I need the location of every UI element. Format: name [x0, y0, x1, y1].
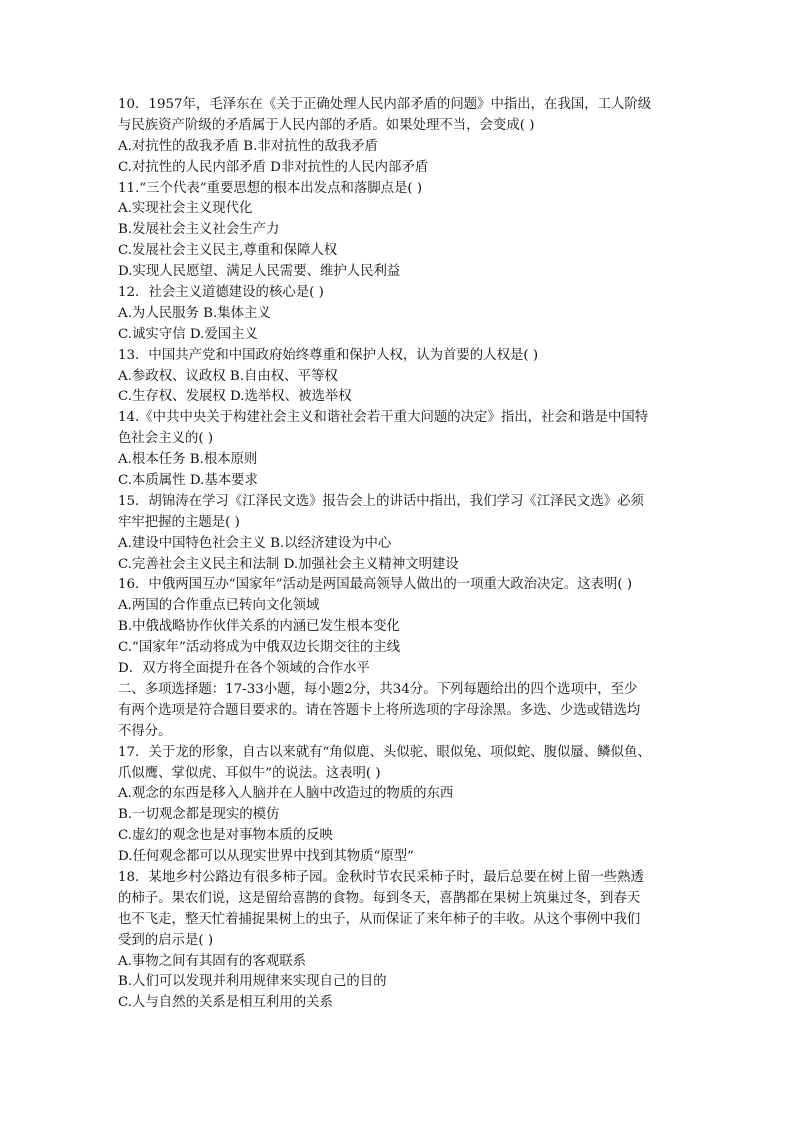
- q11-option-b: B.发展社会主义社会生产力: [118, 222, 280, 238]
- q14-options-cd: C.本质属性 D.基本要求: [118, 473, 258, 489]
- q18-stem-line-3: 也不飞走，整天忙着捕捉果树上的虫子，从而保证了来年柿子的丰收。从这个事例中我们: [118, 911, 641, 927]
- q17-option-b: B.一切观念都是现实的模仿: [118, 807, 280, 823]
- q17-stem-line-1: 17．关于龙的形象，自古以来就有“角似鹿、头似驼、眼似兔、项似蛇、腹似蜃、鳞似鱼、: [118, 744, 651, 760]
- section-2-heading-line-2: 有两个选项是符合题目要求的。请在答题卡上将所选项的字母涂黑。多选、少选或错选均: [118, 702, 641, 718]
- q13-options-cd: C.生存权、发展权 D.选举权、被选举权: [118, 389, 352, 405]
- q10-stem-line-2: 与民族资产阶级的矛盾属于人民内部的矛盾。如果处理不当，会变成( ): [118, 117, 535, 133]
- q18-stem-line-2: 的柿子。果农们说，这是留给喜鹊的食物。每到冬天，喜鹊都在果树上筑巢过冬，到春天: [118, 890, 641, 906]
- q18-stem-line-1: 18．某地乡村公路边有很多柿子园。金秋时节农民采柿子时，最后总要在树上留一些熟透: [118, 869, 644, 885]
- q18-option-a: A.事物之间有其固有的客观联系: [118, 953, 307, 969]
- q12-options-ab: A.为人民服务 B.集体主义: [118, 305, 271, 321]
- section-2-heading-line-1: 二、多项选择题：17-33小题，每小题2分，共34分。下列每题给出的四个选项中，至少: [118, 681, 638, 697]
- q10-stem-line-1: 10．1957年，毛泽东在《关于正确处理人民内部矛盾的问题》中指出，在我国，工人阶级: [118, 97, 652, 112]
- q12-stem: 12．社会主义道德建设的核心是( ): [118, 285, 324, 301]
- q16-option-c: C.“国家年”活动将成为中俄双边长期交往的主线: [118, 640, 401, 656]
- q15-stem-line-1: 15．胡锦涛在学习《江泽民文选》报告会上的讲话中指出，我们学习《江泽民文选》必须: [118, 493, 644, 509]
- q14-stem-line-1: 14.《中共中央关于构建社会主义和谐社会若干重大问题的决定》指出，社会和谐是中国特: [118, 410, 649, 426]
- q15-options-cd: C.完善社会主义民主和法制 D.加强社会主义精神文明建设: [118, 556, 459, 572]
- q10-options-cd: C.对抗性的人民内部矛盾 D非对抗性的人民内部矛盾: [118, 159, 429, 175]
- q16-stem: 16．中俄两国互办“国家年”活动是两国最高领导人做出的一项重大政治决定。这表明( ): [118, 577, 633, 593]
- q15-stem-line-2: 牢牢把握的主题是( ): [118, 514, 240, 530]
- q18-option-b: B.人们可以发现并利用规律来实现自己的目的: [118, 974, 387, 990]
- exam-page: [118, 95, 684, 1014]
- q10-options-ab: A.对抗性的敌我矛盾 B.非对抗性的敌我矛盾: [118, 138, 378, 154]
- q18-stem-line-4: 受到的启示是( ): [118, 932, 214, 948]
- q16-option-b: B.中俄战略协作伙伴关系的内涵已发生根本变化: [118, 619, 400, 635]
- section-2-heading-line-3: 不得分。: [118, 723, 172, 739]
- q16-option-a: A.两国的合作重点已转向文化领域: [118, 598, 320, 614]
- q13-options-ab: A.参政权、议政权 B.自由权、平等权: [118, 368, 338, 384]
- q11-option-c: C.发展社会主义民主,尊重和保障人权: [118, 243, 338, 259]
- q16-option-d: D．双方将全面提升在各个领域的合作水平: [118, 661, 370, 677]
- q17-option-c: C.虚幻的观念也是对事物本质的反映: [118, 828, 333, 844]
- q13-stem: 13．中国共产党和中国政府始终尊重和保护人权，认为首要的人权是( ): [118, 347, 539, 363]
- q11-stem: 11.“三个代表”重要思想的根本出发点和落脚点是( ): [118, 180, 423, 196]
- q11-option-d: D.实现人民愿望、满足人民需要、维护人民利益: [118, 264, 401, 280]
- q11-option-a: A.实现社会主义现代化: [118, 201, 253, 217]
- q14-stem-line-2: 色社会主义的( ): [118, 431, 214, 447]
- q17-option-a: A.观念的东西是移入人脑并在人脑中改造过的物质的东西: [118, 786, 454, 802]
- q18-option-c: C.人与自然的关系是相互利用的关系: [118, 995, 333, 1011]
- q17-stem-line-2: 爪似鹰、掌似虎、耳似牛”的说法。这表明( ): [118, 765, 381, 781]
- q14-options-ab: A.根本任务 B.根本原则: [118, 452, 258, 468]
- q17-option-d: D.任何观念都可以从现实世界中找到其物质“原型”: [118, 849, 415, 865]
- q12-options-cd: C.诚实守信 D.爱国主义: [118, 326, 258, 342]
- q15-options-ab: A.建设中国特色社会主义 B.以经济建设为中心: [118, 535, 392, 551]
